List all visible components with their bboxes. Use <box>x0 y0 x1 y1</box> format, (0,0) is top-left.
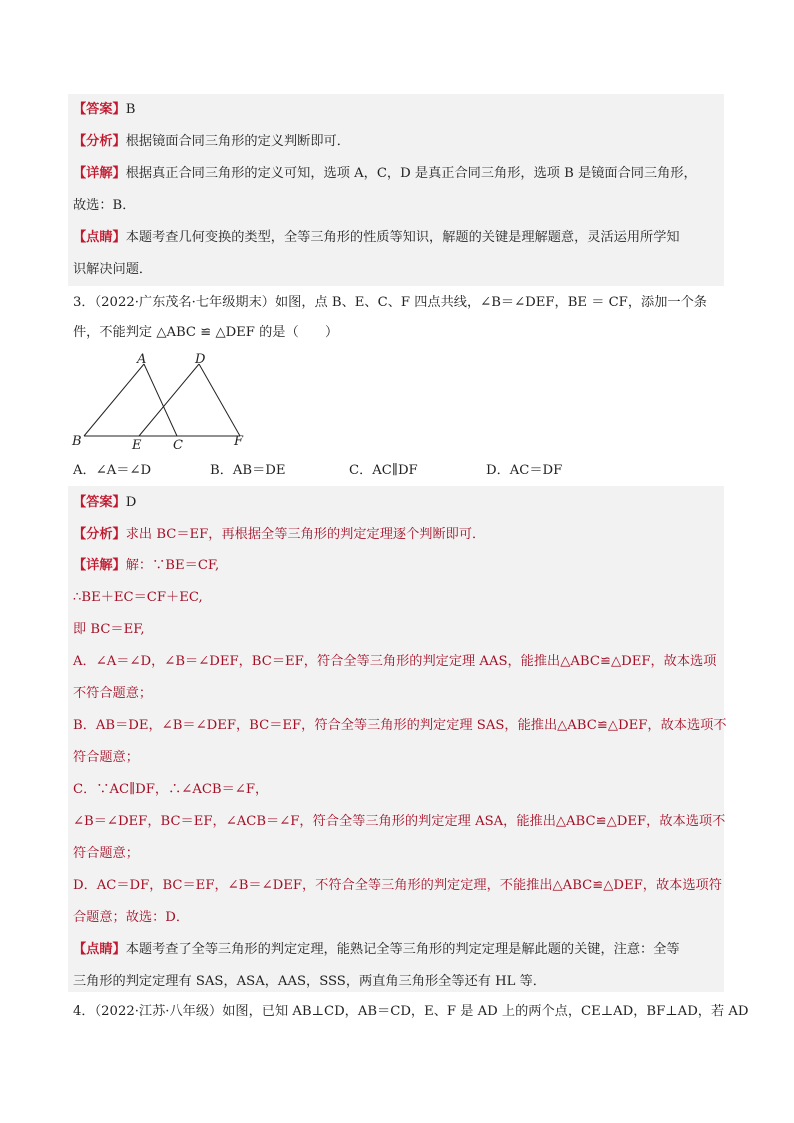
q3-detail-line-1 <box>73 557 733 575</box>
q3-option-c-reason-3: 符合题意； <box>73 846 139 861</box>
q3-detail-line-3: 即 BC＝EF, <box>73 622 145 637</box>
detail-tag: 【详解】 <box>73 166 126 181</box>
segment-DE <box>139 364 199 436</box>
q2-comment-line-2: 识解决问题． <box>73 262 153 277</box>
q2-detail-line-2: 故选：B． <box>73 198 136 213</box>
comment-text: 本题考查几何变换的类型，全等三角形的性质等知识，解题的关键是理解题意，灵活运用所学知 <box>125 230 680 245</box>
segment-AB <box>84 364 144 436</box>
q4-stem-line-1: 4．（2022·江苏·八年级）如图，已知 AB⊥CD，AB＝CD，E、F 是 AD 上的两个点，CE⊥AD，BF⊥AD，若 AD <box>73 1004 749 1019</box>
q3-option-a-reason-1: A．∠A＝∠D，∠B＝∠DEF，BC＝EF，符合全等三角形的判定定理 AAS，能推出△ABC≌△DEF，故本选项 <box>73 654 717 669</box>
q3-option-b-reason-1: B．AB＝DE，∠B＝∠DEF，BC＝EF，符合全等三角形的判定定理 SAS，能推出△ABC≌△DEF，故本选项不 <box>73 718 727 733</box>
q3-stem-line-2: 件，不能判定 △ABC ≌ △DEF 的是（ ） <box>73 325 339 340</box>
analysis-tag: 【分析】 <box>73 134 126 149</box>
comment-tag: 【点睛】 <box>73 942 126 957</box>
q3-triangle-figure <box>64 348 254 452</box>
q3-option-b-reason-2: 符合题意； <box>73 750 139 765</box>
q3-answer-line <box>73 494 733 512</box>
q3-comment-line-2: 三角形的判定定理有 SAS，ASA，AAS，SSS，两直角三角形全等还有 HL 等． <box>73 974 546 989</box>
q3-option-c: C．AC∥DF <box>349 463 418 478</box>
q3-option-a: A．∠A＝∠D <box>73 463 152 478</box>
answer-value: D <box>125 495 137 510</box>
answer-value: B <box>125 102 136 117</box>
label-D: D <box>195 352 206 367</box>
detail-text: 解：∵BE＝CF, <box>125 558 220 573</box>
q3-option-b: B．AB＝DE <box>210 463 286 478</box>
analysis-tag: 【分析】 <box>73 527 126 542</box>
segment-AC <box>144 364 177 436</box>
detail-text: 根据真正合同三角形的定义可知，选项 A，C，D 是真正合同三角形，选项 B 是镜面合同三角形， <box>125 166 697 181</box>
q3-option-a-reason-2: 不符合题意； <box>73 686 153 701</box>
q2-solution-block <box>68 94 724 286</box>
segment-DF <box>199 364 240 436</box>
q3-option-d-reason-2: 合题意；故选：D． <box>73 910 190 925</box>
q3-stem-line-1: 3．（2022·广东茂名·七年级期末）如图，点 B、E、C、F 四点共线，∠B＝∠DEF，BE ＝ CF，添加一个条 <box>73 295 707 310</box>
comment-tag: 【点睛】 <box>73 230 126 245</box>
q3-analysis-line <box>73 526 733 544</box>
q2-detail-line-1 <box>73 165 733 183</box>
answer-tag: 【答案】 <box>73 102 126 117</box>
answer-tag: 【答案】 <box>73 495 126 510</box>
analysis-text: 根据镜面合同三角形的定义判断即可． <box>125 134 350 149</box>
label-F: F <box>234 434 244 449</box>
q3-option-d-reason-1: D．AC＝DF，BC＝EF，∠B＝∠DEF，不符合全等三角形的判定定理，不能推出△ABC≌△DEF，故本选项符 <box>73 878 722 893</box>
q3-option-d: D．AC＝DF <box>486 463 563 478</box>
comment-text: 本题考查了全等三角形的判定定理，能熟记全等三角形的判定定理是解此题的关键，注意：全等 <box>125 942 680 957</box>
q3-detail-line-2: ∴BE＋EC＝CF＋EC, <box>73 590 203 605</box>
q3-option-c-reason-1: C．∵AC∥DF，∴∠ACB＝∠F， <box>73 782 269 797</box>
label-E: E <box>132 438 142 452</box>
q3-option-c-reason-2: ∠B＝∠DEF，BC＝EF，∠ACB＝∠F，符合全等三角形的判定定理 ASA，能推出△ABC≌△DEF，故本选项不 <box>73 814 726 829</box>
label-B: B <box>72 434 82 449</box>
label-C: C <box>173 438 183 452</box>
q2-analysis-line <box>73 133 733 151</box>
label-A: A <box>137 352 147 367</box>
analysis-text: 求出 BC＝EF，再根据全等三角形的判定定理逐个判断即可． <box>125 527 486 542</box>
q3-comment-line-1 <box>73 941 733 959</box>
q2-comment-line-1 <box>73 229 733 247</box>
q2-answer-line <box>73 101 733 119</box>
detail-tag: 【详解】 <box>73 558 126 573</box>
